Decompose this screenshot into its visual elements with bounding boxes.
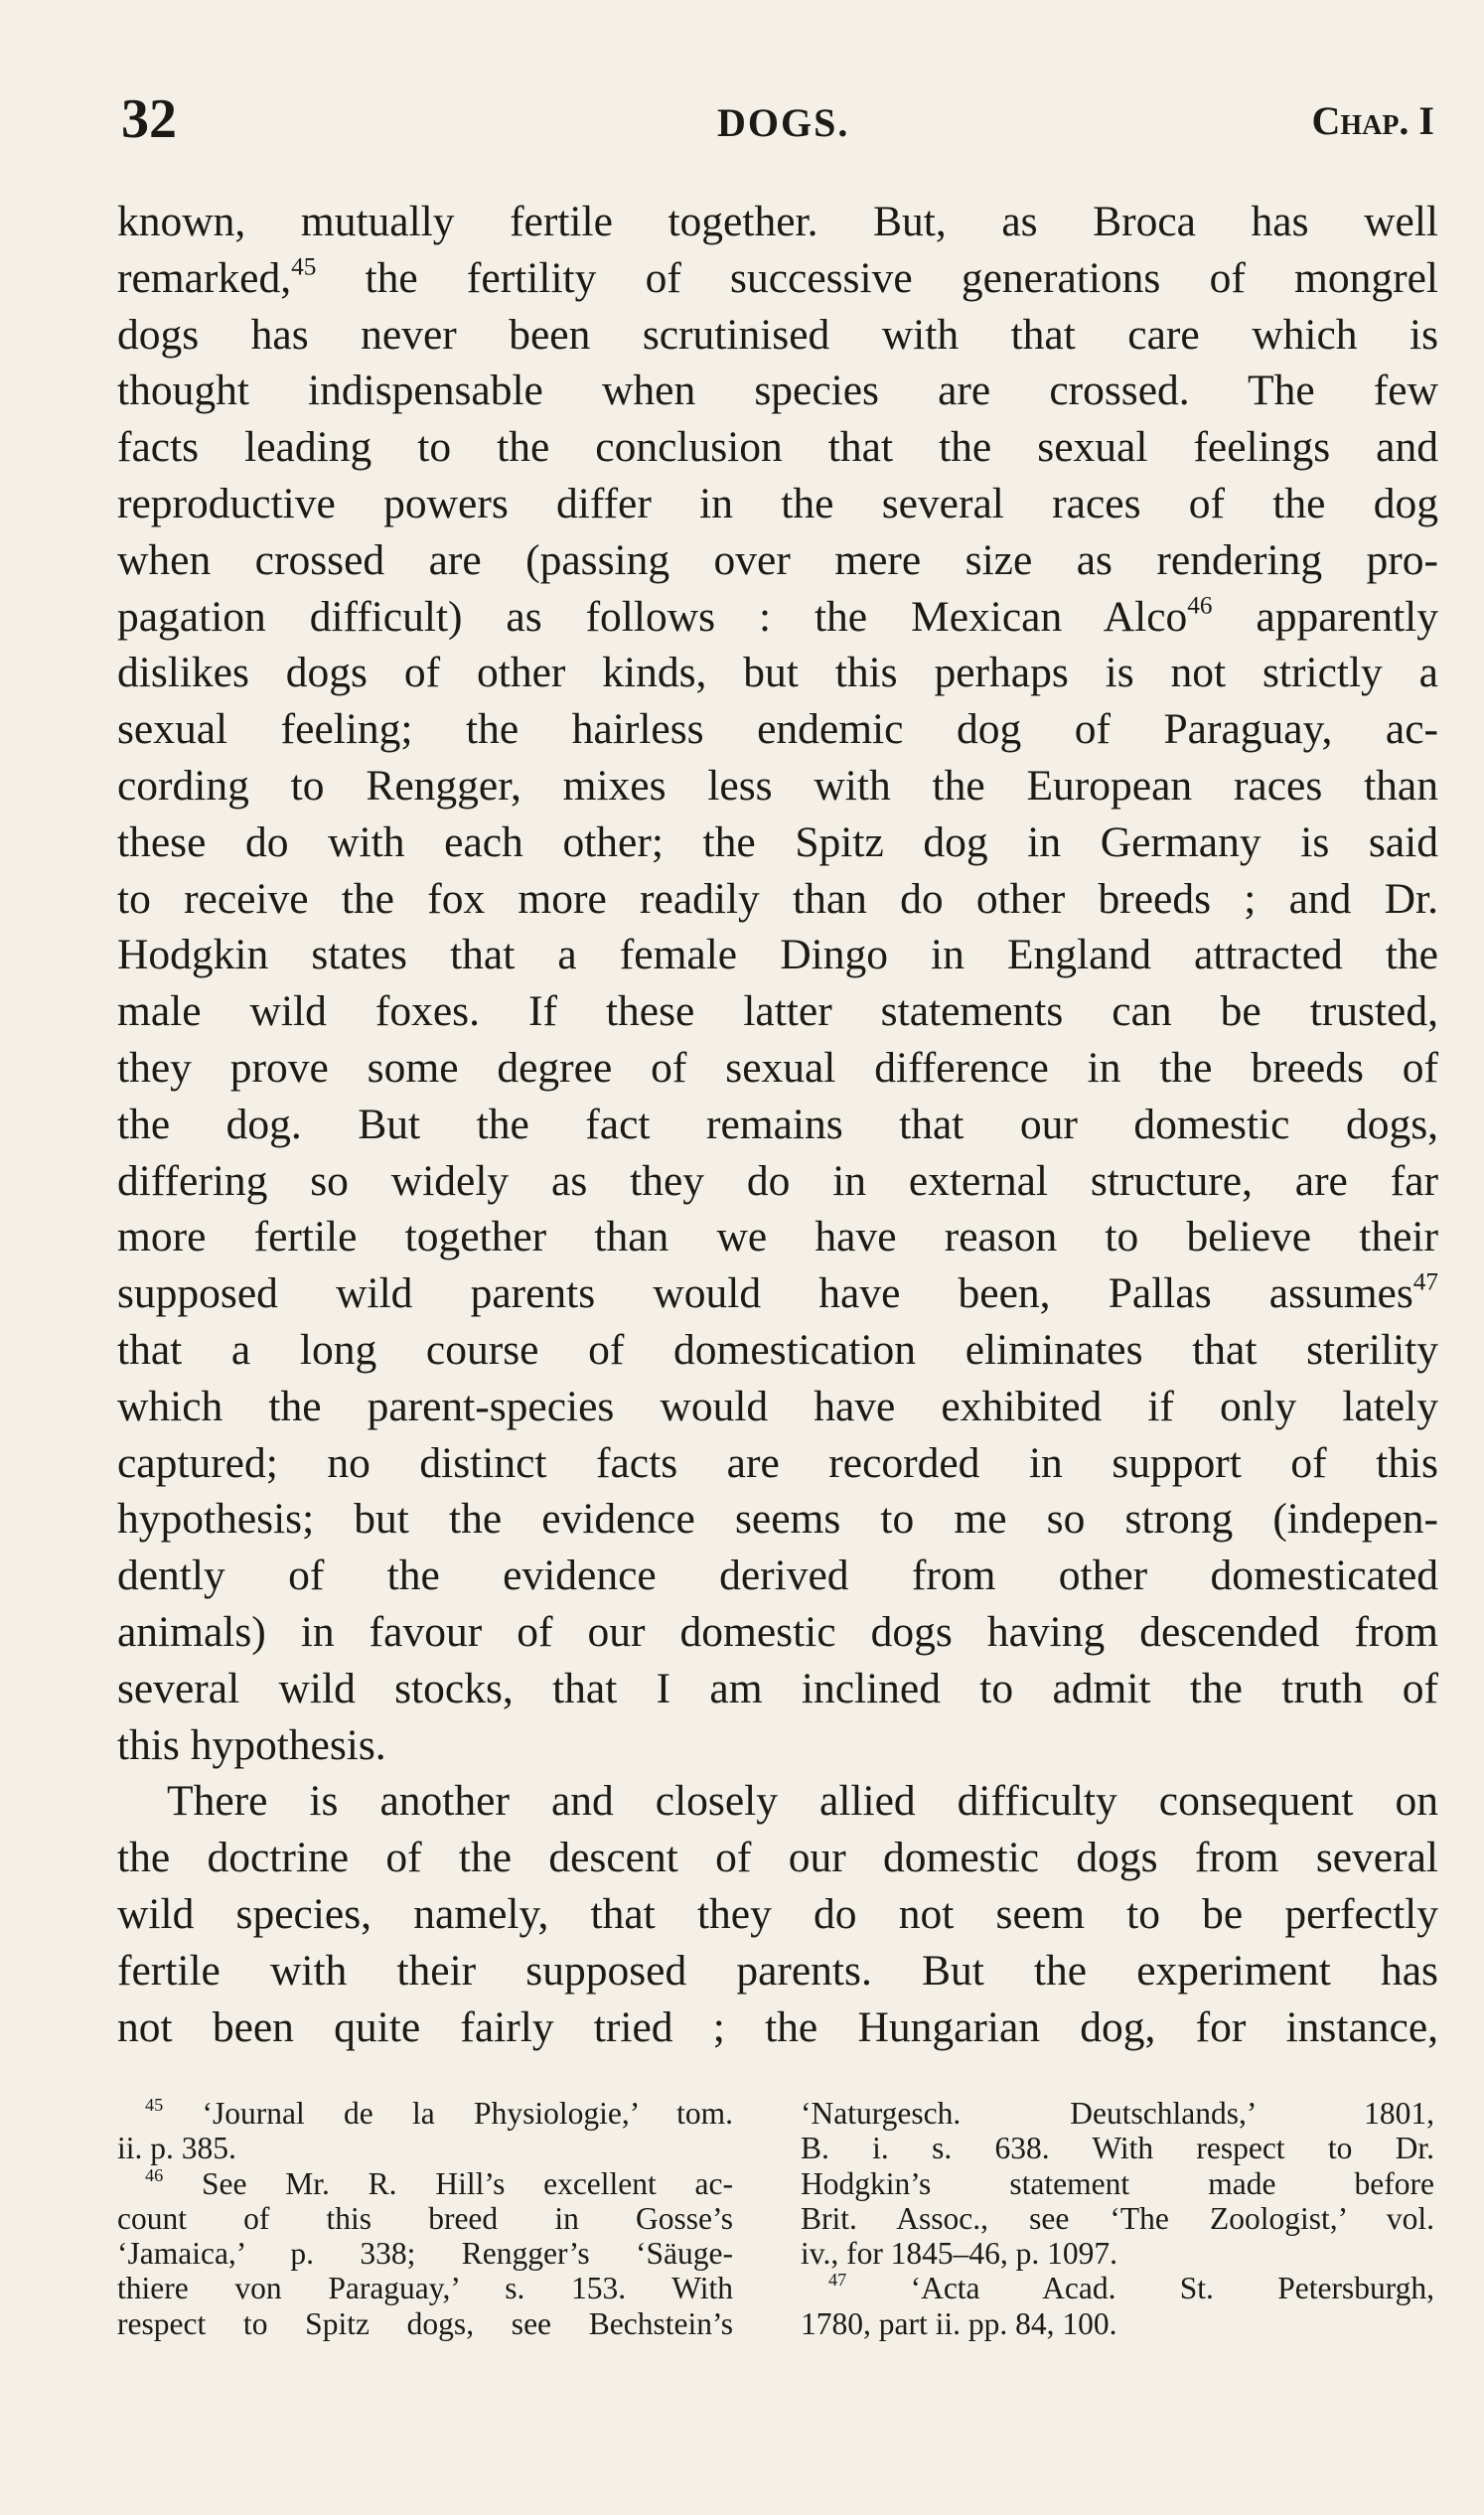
- text-line: sexual feeling; the hairless endemic dog of Paraguay, ac-: [117, 705, 1438, 754]
- text-line: cording to Rengger, mixes less with the European races than: [117, 761, 1438, 810]
- text-line: known, mutually fertile together. But, as Broca has well: [117, 198, 1438, 245]
- text-line: wild species, namely, that they do not seem to be perfectly: [117, 1889, 1438, 1938]
- page-number: 32: [121, 88, 177, 150]
- text-line: differing so widely as they do in external structure, are far: [117, 1156, 1438, 1205]
- footnote-line: ii. p. 385.: [117, 2131, 236, 2166]
- running-title: DOGS.: [717, 100, 850, 145]
- text-line: hypothesis; but the evidence seems to me so strong (indepen-: [117, 1495, 1438, 1544]
- footnote-line: iv., for 1845–46, p. 1097.: [801, 2236, 1118, 2272]
- footnote-line: $^{47}$ ‘Acta Acad. St. Petersburgh,: [828, 2270, 1434, 2306]
- footnote-line: ‘Naturgesch. Deutschlands,’ 1801,: [801, 2096, 1434, 2131]
- text-line: not been quite fairly tried ; the Hungarian dog, for instance,: [117, 2002, 1438, 2051]
- text-line: several wild stocks, that I am inclined to admit the truth of: [117, 1664, 1438, 1712]
- footnote-line: ‘Jamaica,’ p. 338; Rengger’s ‘Säuge-: [117, 2236, 733, 2272]
- text-line: more fertile together than we have reason to believe their: [117, 1213, 1438, 1261]
- footnote-line: count of this breed in Gosse’s: [117, 2200, 733, 2236]
- footnote-marker-46: 46: [1187, 591, 1213, 619]
- text-line: which the parent-species would have exhibited if only lately: [117, 1382, 1438, 1430]
- footnotes-left-column: [117, 2096, 733, 2341]
- footnote-line: B. i. s. 638. With respect to Dr.: [801, 2131, 1434, 2166]
- text-line: captured; no distinct facts are recorded in support of this: [117, 1438, 1438, 1487]
- footnote-number-47: 47: [828, 2270, 847, 2291]
- footnote-line: Hodgkin’s statement made before: [801, 2165, 1434, 2201]
- footnote-line: thiere von Paraguay,’ s. 153. With: [117, 2271, 733, 2306]
- text-line: male wild foxes. If these latter statements can be trusted,: [117, 987, 1438, 1036]
- footnote-marker-47: 47: [1412, 1268, 1438, 1296]
- text-line: this hypothesis.: [117, 1720, 386, 1769]
- text-line: to receive the fox more readily than do other breeds ; and Dr.: [117, 874, 1438, 923]
- text-line: that a long course of domestication eliminates that sterility: [117, 1325, 1438, 1374]
- footnote-number-45: 45: [145, 2095, 164, 2116]
- footnote-marker-45: 45: [291, 253, 317, 281]
- footnote-line: $^{46}$ See Mr. R. Hill’s excellent ac-: [145, 2164, 733, 2201]
- text-line: animals) in favour of our domestic dogs having descended from: [117, 1607, 1438, 1656]
- text-line: supposed wild parents would have been, Pallas assumes$^{47}$: [117, 1268, 1438, 1318]
- footnote-line: respect to Spitz dogs, see Bechstein’s: [117, 2305, 733, 2341]
- footnote-number-46: 46: [145, 2164, 164, 2185]
- text-line: facts leading to the conclusion that the sexual feelings and: [117, 423, 1438, 472]
- footnote-line: 1780, part ii. pp. 84, 100.: [801, 2305, 1117, 2341]
- text-line: reproductive powers differ in the several races of the dog: [117, 479, 1438, 527]
- text-line: Hodgkin states that a female Dingo in England attracted the: [117, 931, 1438, 979]
- text-line: the dog. But the fact remains that our domestic dogs,: [117, 1100, 1438, 1148]
- footnote-line: $^{45}$ ‘Journal de la Physiologie,’ tom.: [145, 2095, 733, 2131]
- text-line: fertile with their supposed parents. But the experiment has: [117, 1946, 1438, 1995]
- text-line: remarked,$^{45}$ the fertility of successive generations of mongrel: [117, 253, 1438, 302]
- footnotes-right-column: [801, 2096, 1434, 2341]
- text-line: these do with each other; the Spitz dog in Germany is said: [117, 817, 1438, 866]
- text-line: dislikes dogs of other kinds, but this perhaps is not strictly a: [117, 649, 1438, 697]
- text-line: dogs has never been scrutinised with that care which is: [117, 310, 1438, 359]
- text-line: when crossed are (passing over mere size as rendering pro-: [117, 535, 1438, 584]
- running-head: [121, 87, 1434, 167]
- text-line: the doctrine of the descent of our domestic dogs from several: [117, 1834, 1438, 1882]
- text-line: dently of the evidence derived from other domesticated: [117, 1552, 1438, 1600]
- body-text: [117, 194, 1438, 2055]
- footnote-line: Brit. Assoc., see ‘The Zoologist,’ vol.: [801, 2200, 1434, 2236]
- chapter-reference: Chap. I: [1311, 98, 1434, 143]
- text-line: pagation difficult) as follows : the Mexican Alco$^{46}$ apparently: [117, 591, 1438, 641]
- text-line: There is another and closely allied difficulty consequent on: [167, 1777, 1438, 1826]
- text-line: they prove some degree of sexual difference in the breeds of: [117, 1043, 1438, 1092]
- text-line: thought indispensable when species are crossed. The few: [117, 367, 1438, 415]
